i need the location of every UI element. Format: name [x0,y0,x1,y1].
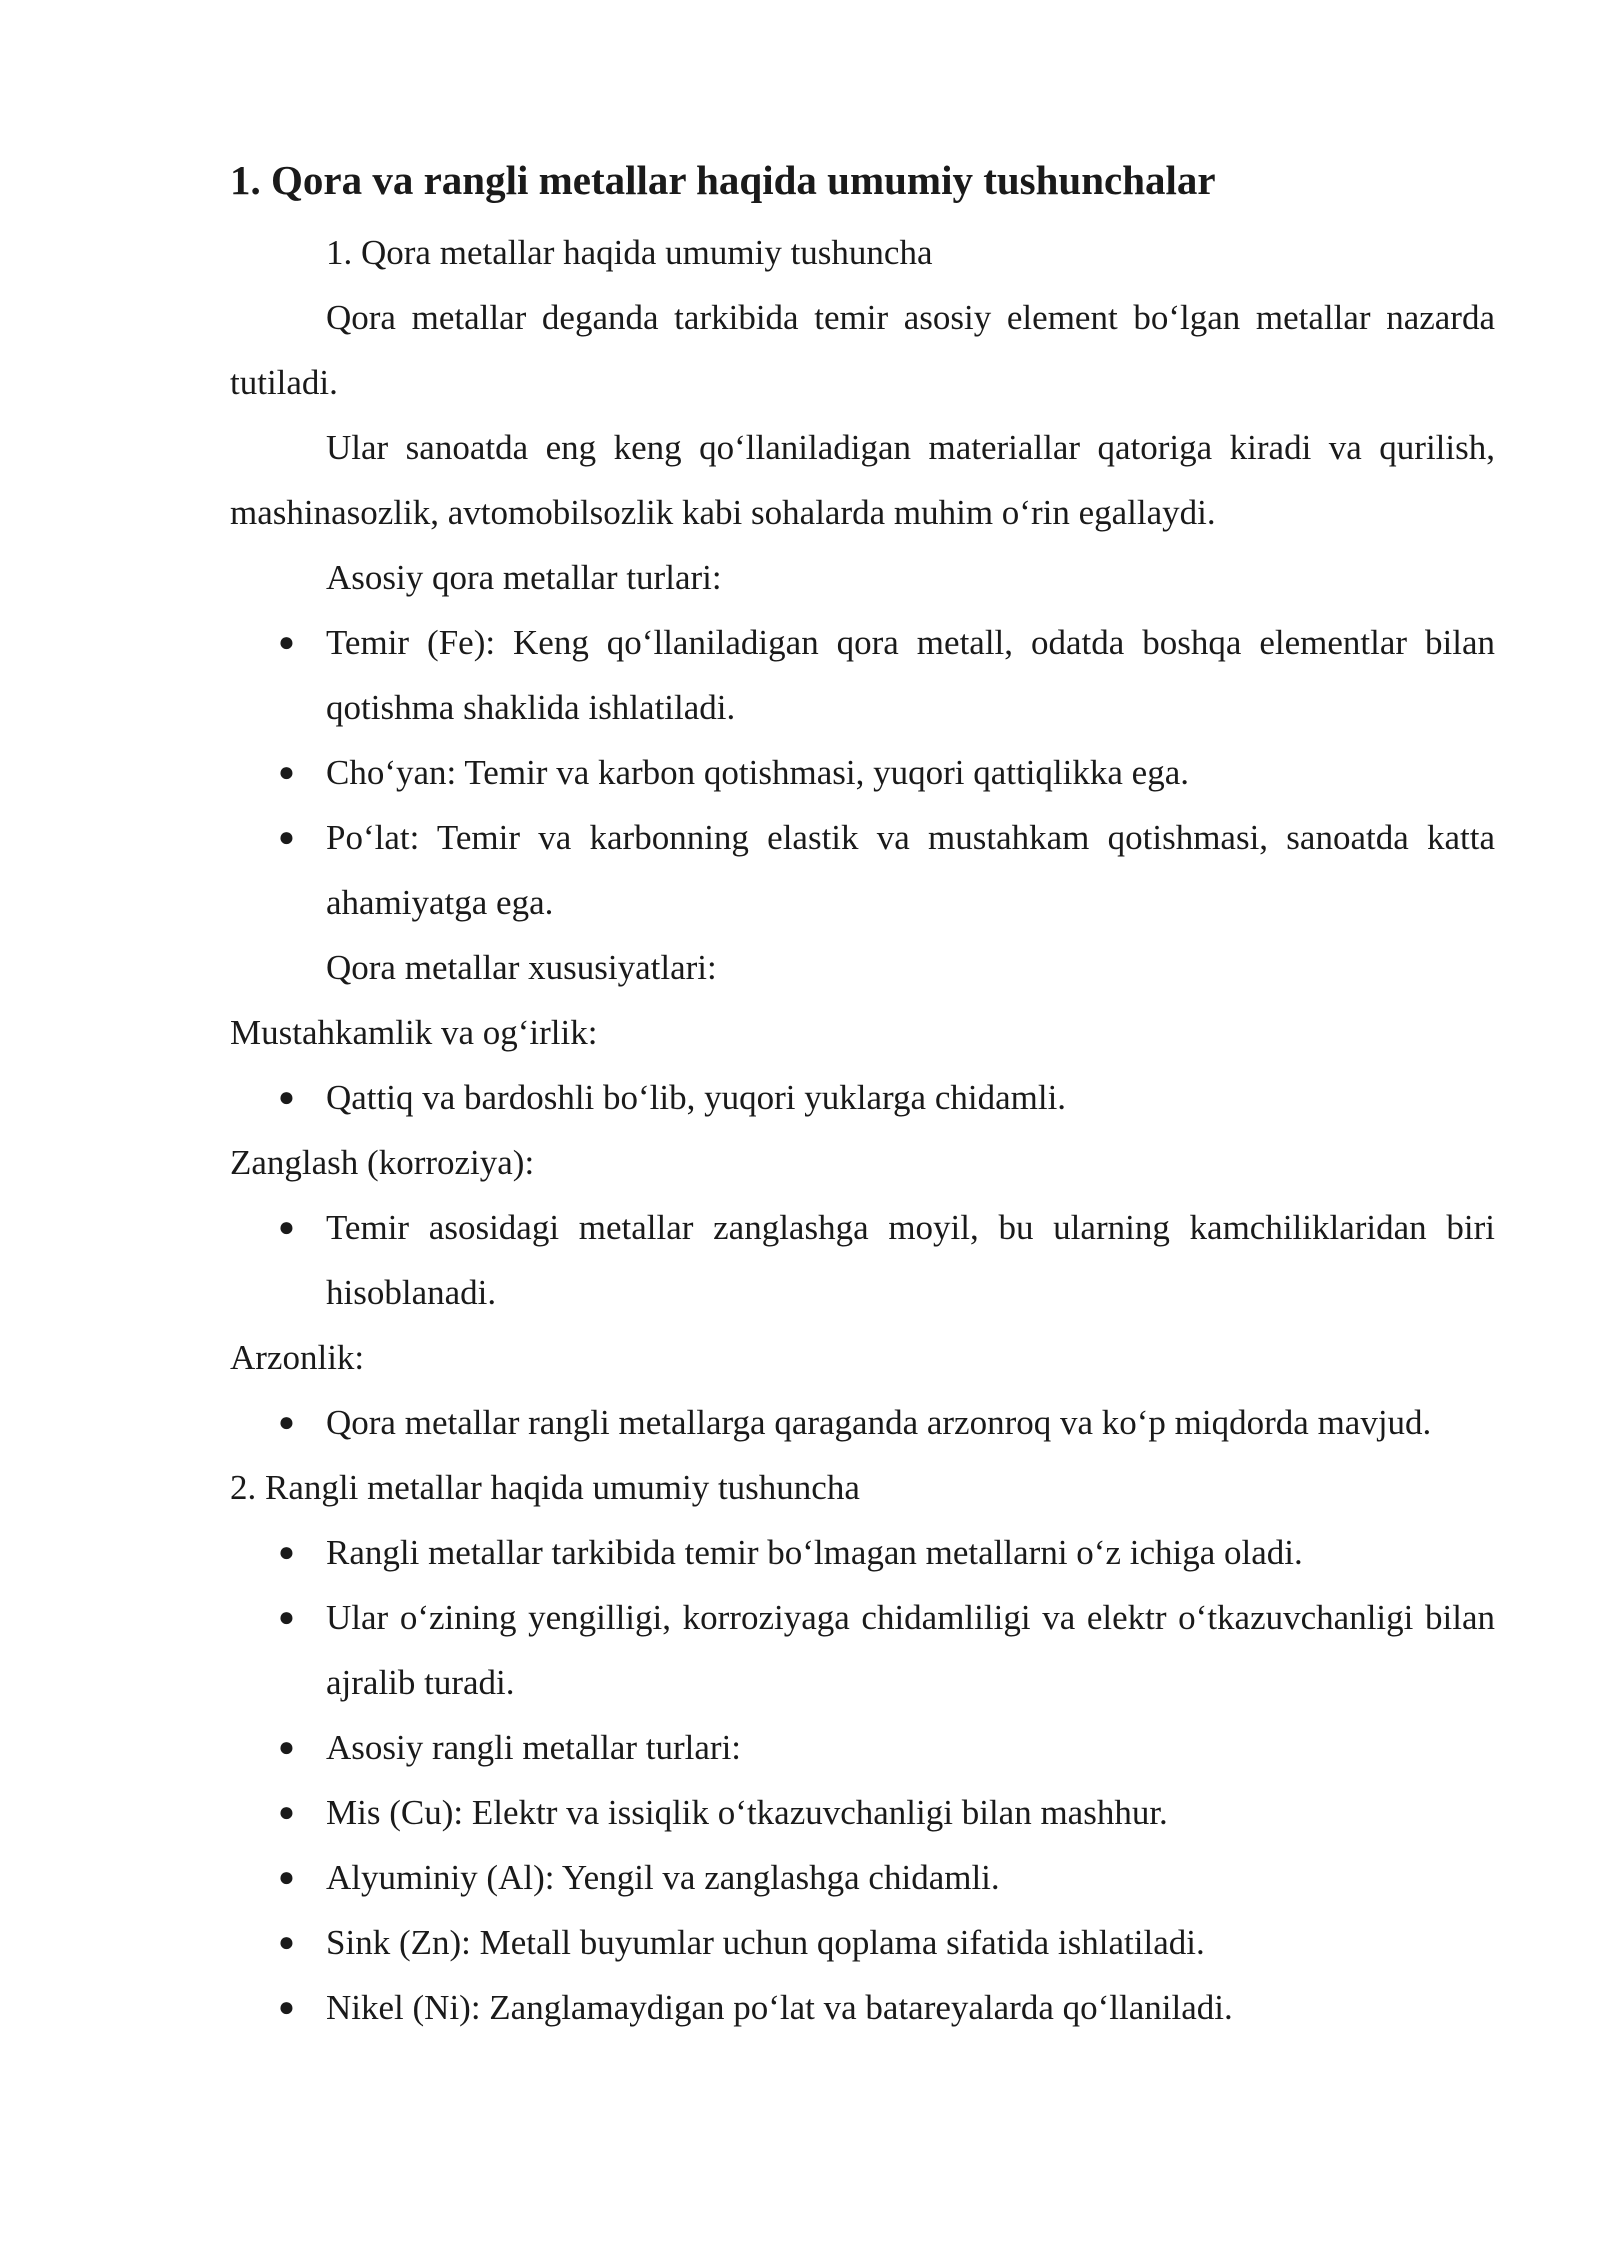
list-item [230,1195,1495,1325]
list-item [230,1065,1495,1130]
list-item [230,1390,1495,1455]
property-list [230,1195,1495,1325]
document-title: 1. Qora va rangli metallar haqida umumiy tushunchalar [230,157,1216,203]
list-item [230,1910,1495,1975]
section1-heading: 1. Qora metallar haqida umumiy tushuncha [326,233,933,272]
list-item-text: Sink (Zn): Metall buyumlar uchun qoplama sifatida ishlatiladi. [326,1923,1205,1962]
list-item [230,1520,1495,1585]
bullet-icon: ● [278,1992,295,2023]
non-ferrous-list [230,1520,1495,2040]
list-item-text: Temir asosidagi metallar zanglashga moyil, bu ularning kamchiliklaridan biri hisoblanadi. [326,1208,1495,1312]
list-item-text: Cho‘yan: Temir va karbon qotishmasi, yuqori qattiqlikka ega. [326,753,1189,792]
bullet-icon: ● [278,822,295,853]
list-item [230,610,1495,740]
list-item [230,1780,1495,1845]
list-item-text: Alyuminiy (Al): Yengil va zanglashga chidamli. [326,1858,1000,1897]
bullet-icon: ● [278,627,295,658]
ferrous-types-list [230,610,1495,935]
list-item-text: Asosiy rangli metallar turlari: [326,1728,742,1767]
bullet-icon: ● [278,1082,295,1113]
list-item [230,1585,1495,1715]
list-item-text: Mis (Cu): Elektr va issiqlik o‘tkazuvchanligi bilan mashhur. [326,1793,1168,1832]
bullet-icon: ● [278,1407,295,1438]
property-label: Arzonlik: [230,1338,365,1377]
bullet-icon: ● [278,1862,295,1893]
list-item [230,740,1495,805]
property-list [230,1065,1495,1130]
bullet-icon: ● [278,757,295,788]
list-item [230,1845,1495,1910]
list-item [230,1715,1495,1780]
bullet-icon: ● [278,1602,295,1633]
list-item-text: Temir (Fe): Keng qo‘llaniladigan qora metall, odatda boshqa elementlar bilan qotishma shaklida ishlatiladi. [326,623,1495,727]
bullet-icon: ● [278,1732,295,1763]
section2-heading: 2. Rangli metallar haqida umumiy tushuncha [230,1468,860,1507]
list-item-text: Qattiq va bardoshli bo‘lib, yuqori yuklarga chidamli. [326,1078,1067,1117]
property-list [230,1390,1495,1455]
section1-types-heading: Asosiy qora metallar turlari: [326,558,722,597]
section1-paragraph-1: Qora metallar deganda tarkibida temir asosiy element bo‘lgan metallar nazarda tutiladi. [230,298,1495,402]
list-item-text: Ular o‘zining yengilligi, korroziyaga chidamliligi va elektr o‘tkazuvchanligi bilan ajralib turadi. [326,1598,1495,1702]
bullet-icon: ● [278,1212,295,1243]
section1-paragraph-2: Ular sanoatda eng keng qo‘llaniladigan materiallar qatoriga kiradi va qurilish, mashinasozlik, avtomobilsozlik kabi sohalarda muhim o‘rin egallaydi. [230,428,1495,532]
list-item-text: Qora metallar rangli metallarga qaraganda arzonroq va ko‘p miqdorda mavjud. [326,1403,1432,1442]
section1-properties-heading: Qora metallar xususiyatlari: [326,948,717,987]
list-item-text: Rangli metallar tarkibida temir bo‘lmagan metallarni o‘z ichiga oladi. [326,1533,1303,1572]
property-label: Mustahkamlik va og‘irlik: [230,1013,598,1052]
bullet-icon: ● [278,1927,295,1958]
list-item [230,805,1495,935]
bullet-icon: ● [278,1537,295,1568]
list-item [230,1975,1495,2040]
bullet-icon: ● [278,1797,295,1828]
list-item-text: Nikel (Ni): Zanglamaydigan po‘lat va batareyalarda qo‘llaniladi. [326,1988,1233,2027]
property-label: Zanglash (korroziya): [230,1143,535,1182]
document-page [230,150,1495,2040]
list-item-text: Po‘lat: Temir va karbonning elastik va mustahkam qotishmasi, sanoatda katta ahamiyatga ega. [326,818,1495,922]
